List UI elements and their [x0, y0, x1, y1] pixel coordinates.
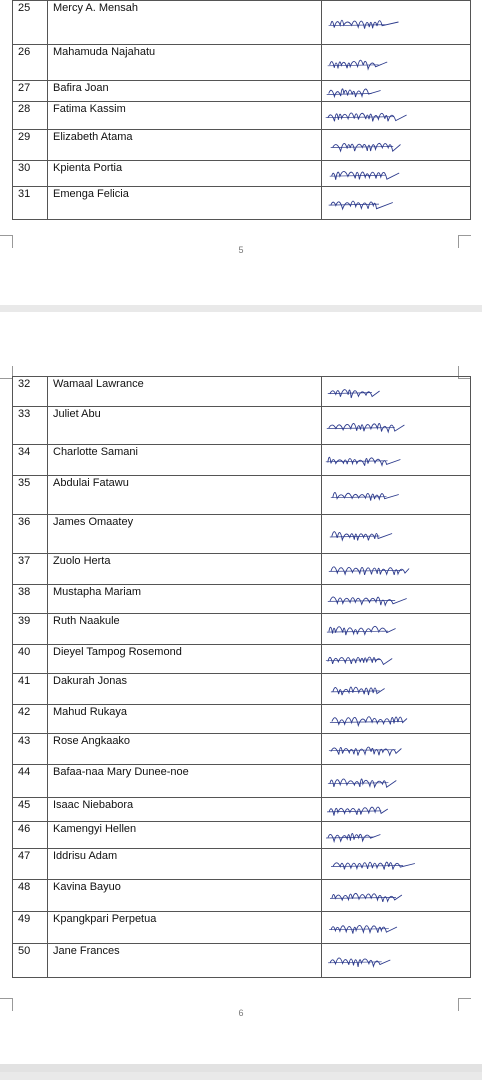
page-number: 5 [238, 245, 244, 255]
participant-name: Kavina Bayuo [48, 880, 322, 912]
table-row [13, 187, 471, 220]
handwritten-signature [322, 765, 468, 796]
handwritten-signature [322, 614, 468, 643]
participant-name: Kamengyi Hellen [48, 822, 322, 849]
signature-cell [322, 102, 471, 130]
table-row [13, 944, 471, 978]
signature-cell [322, 822, 471, 849]
row-number: 27 [13, 81, 48, 102]
table-row [13, 515, 471, 554]
signature-cell [322, 849, 471, 880]
participant-name: Fatima Kassim [48, 102, 322, 130]
row-number: 29 [13, 130, 48, 161]
handwritten-signature [322, 130, 468, 159]
signature-cell [322, 81, 471, 102]
participant-name: Kpangkpari Perpetua [48, 912, 322, 944]
row-number: 44 [13, 765, 48, 798]
row-number: 33 [13, 407, 48, 445]
row-number: 37 [13, 554, 48, 585]
attendance-table [12, 376, 471, 978]
table-row [13, 1, 471, 45]
signature-cell [322, 407, 471, 445]
handwritten-signature [322, 81, 468, 100]
table-row [13, 377, 471, 407]
table-body [13, 1, 471, 220]
table-row [13, 822, 471, 849]
signature-cell [322, 554, 471, 585]
handwritten-signature [322, 880, 468, 910]
handwritten-signature [322, 476, 468, 513]
handwritten-signature [322, 102, 468, 128]
signature-cell [322, 187, 471, 220]
participant-name: Dieyel Tampog Rosemond [48, 645, 322, 674]
participant-name: Bafira Joan [48, 81, 322, 102]
signature-cell [322, 765, 471, 798]
table-row [13, 674, 471, 705]
handwritten-signature [322, 705, 468, 732]
handwritten-signature [322, 554, 468, 583]
handwritten-signature [322, 585, 468, 612]
signature-cell [322, 614, 471, 645]
signature-cell [322, 585, 471, 614]
row-number: 26 [13, 45, 48, 81]
page-number: 6 [238, 1008, 244, 1018]
row-number: 34 [13, 445, 48, 476]
signature-cell [322, 880, 471, 912]
handwritten-signature [322, 912, 468, 942]
row-number: 42 [13, 705, 48, 734]
signature-cell [322, 161, 471, 187]
participant-name: Elizabeth Atama [48, 130, 322, 161]
row-number: 32 [13, 377, 48, 407]
signature-cell [322, 445, 471, 476]
row-number: 35 [13, 476, 48, 515]
handwritten-signature [322, 849, 468, 878]
table-row [13, 585, 471, 614]
row-number: 46 [13, 822, 48, 849]
handwritten-signature [322, 674, 468, 703]
handwritten-signature [322, 161, 468, 185]
row-number: 50 [13, 944, 48, 978]
handwritten-signature [322, 407, 468, 443]
participant-name: Isaac Niebabora [48, 798, 322, 822]
table-row [13, 614, 471, 645]
row-number: 49 [13, 912, 48, 944]
signature-cell [322, 705, 471, 734]
participant-name: Bafaa-naa Mary Dunee-noe [48, 765, 322, 798]
table-row [13, 705, 471, 734]
participant-name: Mahud Rukaya [48, 705, 322, 734]
table-row [13, 81, 471, 102]
signature-cell [322, 476, 471, 515]
table-body [13, 377, 471, 978]
signature-cell [322, 377, 471, 407]
row-number: 43 [13, 734, 48, 765]
signature-cell [322, 798, 471, 822]
table-row [13, 445, 471, 476]
handwritten-signature [322, 798, 468, 820]
handwritten-signature [322, 645, 468, 672]
participant-name: Mahamuda Najahatu [48, 45, 322, 81]
handwritten-signature [322, 515, 468, 552]
table-row [13, 45, 471, 81]
handwritten-signature [322, 377, 468, 405]
table-row [13, 798, 471, 822]
attendance-table [12, 0, 471, 220]
table-row [13, 645, 471, 674]
participant-name: Wamaal Lawrance [48, 377, 322, 407]
signature-cell [322, 912, 471, 944]
row-number: 28 [13, 102, 48, 130]
participant-name: Dakurah Jonas [48, 674, 322, 705]
table-row [13, 765, 471, 798]
table-row [13, 880, 471, 912]
participant-name: Zuolo Herta [48, 554, 322, 585]
handwritten-signature [322, 445, 468, 474]
participant-name: Rose Angkaako [48, 734, 322, 765]
row-number: 25 [13, 1, 48, 45]
table-row [13, 912, 471, 944]
signature-cell [322, 674, 471, 705]
signature-cell [322, 645, 471, 674]
table-row [13, 130, 471, 161]
row-number: 48 [13, 880, 48, 912]
signature-cell [322, 734, 471, 765]
table-row [13, 734, 471, 765]
participant-name: Iddrisu Adam [48, 849, 322, 880]
row-number: 30 [13, 161, 48, 187]
participant-name: Mercy A. Mensah [48, 1, 322, 45]
participant-name: Emenga Felicia [48, 187, 322, 220]
table-row [13, 161, 471, 187]
row-number: 47 [13, 849, 48, 880]
table-row [13, 849, 471, 880]
table-row [13, 554, 471, 585]
participant-name: Mustapha Mariam [48, 585, 322, 614]
participant-name: James Omaatey [48, 515, 322, 554]
participant-name: Juliet Abu [48, 407, 322, 445]
page-gap [0, 1064, 482, 1072]
row-number: 45 [13, 798, 48, 822]
participant-name: Kpienta Portia [48, 161, 322, 187]
signature-cell [322, 45, 471, 81]
table-row [13, 102, 471, 130]
handwritten-signature [322, 734, 468, 763]
document-page-6 [0, 312, 482, 1064]
document-page-5 [0, 0, 482, 305]
handwritten-signature [322, 45, 468, 79]
signature-cell [322, 1, 471, 45]
signature-cell [322, 944, 471, 978]
row-number: 31 [13, 187, 48, 220]
table-row [13, 407, 471, 445]
handwritten-signature [322, 822, 468, 847]
table-row [13, 476, 471, 515]
row-number: 40 [13, 645, 48, 674]
handwritten-signature [322, 187, 468, 218]
handwritten-signature [322, 1, 468, 43]
participant-name: Ruth Naakule [48, 614, 322, 645]
participant-name: Charlotte Samani [48, 445, 322, 476]
row-number: 41 [13, 674, 48, 705]
signature-cell [322, 515, 471, 554]
participant-name: Abdulai Fatawu [48, 476, 322, 515]
row-number: 36 [13, 515, 48, 554]
participant-name: Jane Frances [48, 944, 322, 978]
row-number: 38 [13, 585, 48, 614]
signature-cell [322, 130, 471, 161]
row-number: 39 [13, 614, 48, 645]
handwritten-signature [322, 944, 468, 976]
